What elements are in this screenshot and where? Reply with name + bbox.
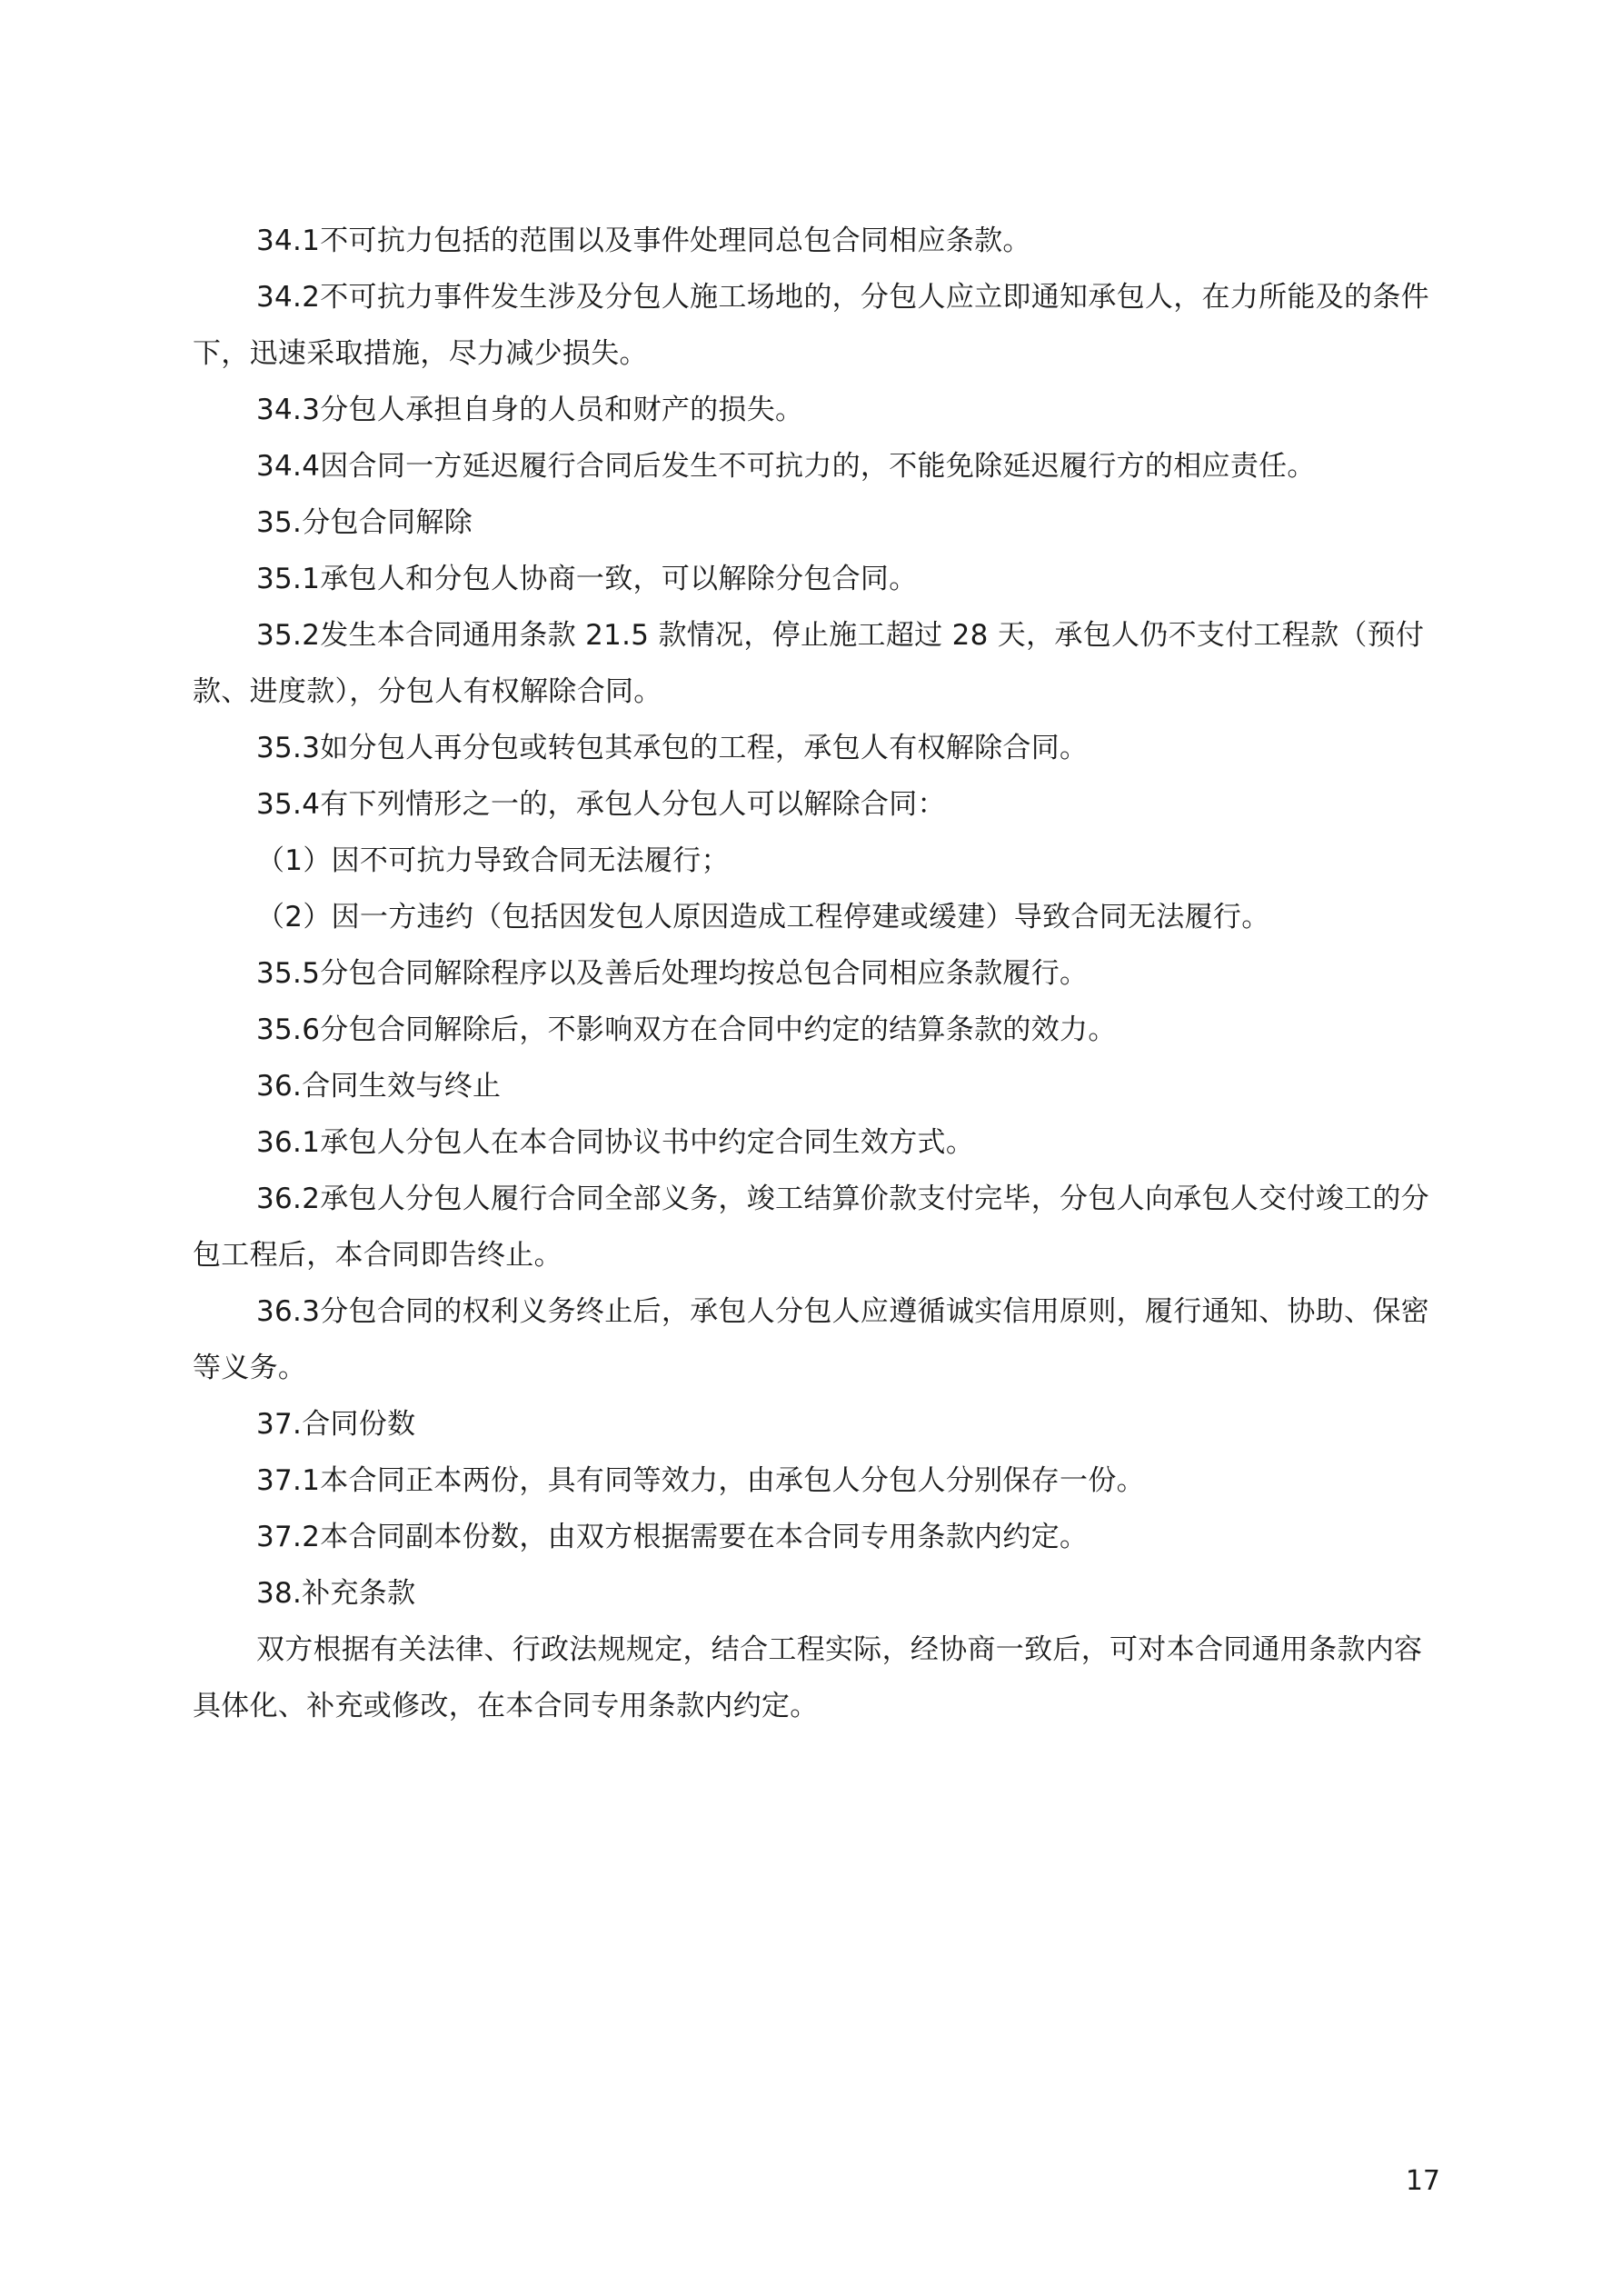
section-heading-38: 38.补充条款: [256, 1577, 416, 1610]
clause-35-4: 35.4有下列情形之一的，承包人分包人可以解除合同：: [256, 788, 946, 821]
clause-35-6: 35.6分包合同解除后，不影响双方在合同中约定的结算条款的效力。: [256, 1013, 1117, 1046]
clause-35-2: 35.2发生本合同通用条款 21.5 款情况，停止施工超过 28 天，承包人仍不支付工程款（预付款、进度款），分包人有权解除合同。: [193, 619, 1425, 708]
clause-36-2: 36.2承包人分包人履行合同全部义务，竣工结算价款支付完毕，分包人向承包人交付竣工的分包工程后，本合同即告终止。: [193, 1183, 1429, 1272]
clause-38-body: 双方根据有关法律、行政法规规定，结合工程实际，经协商一致后，可对本合同通用条款内容具体化、补充或修改，在本合同专用条款内约定。: [193, 1633, 1423, 1722]
section-heading-37: 37.合同份数: [256, 1408, 416, 1441]
section-heading-35: 35.分包合同解除: [256, 506, 473, 539]
clause-36-1: 36.1承包人分包人在本合同协议书中约定合同生效方式。: [256, 1126, 975, 1159]
document-body: [193, 213, 1436, 1734]
clause-35-3: 35.3如分包人再分包或转包其承包的工程，承包人有权解除合同。: [256, 732, 1089, 764]
clause-35-4-item-2: （2）因一方违约（包括因发包人原因造成工程停建或缓建）导致合同无法履行。: [256, 901, 1270, 933]
clause-37-1: 37.1本合同正本两份，具有同等效力，由承包人分包人分别保存一份。: [256, 1464, 1145, 1497]
clause-36-3: 36.3分包合同的权利义务终止后，承包人分包人应遵循诚实信用原则，履行通知、协助、保密等义务。: [193, 1295, 1429, 1384]
clause-35-1: 35.1承包人和分包人协商一致，可以解除分包合同。: [256, 563, 918, 595]
section-heading-36: 36.合同生效与终止: [256, 1070, 502, 1103]
page-number: 17: [1405, 2165, 1440, 2197]
clause-34-1: 34.1不可抗力包括的范围以及事件处理同总包合同相应条款。: [256, 225, 1031, 257]
clause-35-4-item-1: （1）因不可抗力导致合同无法履行；: [256, 844, 730, 877]
clause-34-4: 34.4因合同一方延迟履行合同后发生不可抗力的，不能免除延迟履行方的相应责任。: [256, 450, 1316, 483]
clause-35-5: 35.5分包合同解除程序以及善后处理均按总包合同相应条款履行。: [256, 957, 1089, 990]
clause-34-3: 34.3分包人承担自身的人员和财产的损失。: [256, 394, 804, 426]
clause-37-2: 37.2本合同副本份数，由双方根据需要在本合同专用条款内约定。: [256, 1521, 1089, 1553]
clause-34-2: 34.2不可抗力事件发生涉及分包人施工场地的，分包人应立即通知承包人，在力所能及的条件下，迅速采取措施，尽力减少损失。: [193, 281, 1429, 370]
